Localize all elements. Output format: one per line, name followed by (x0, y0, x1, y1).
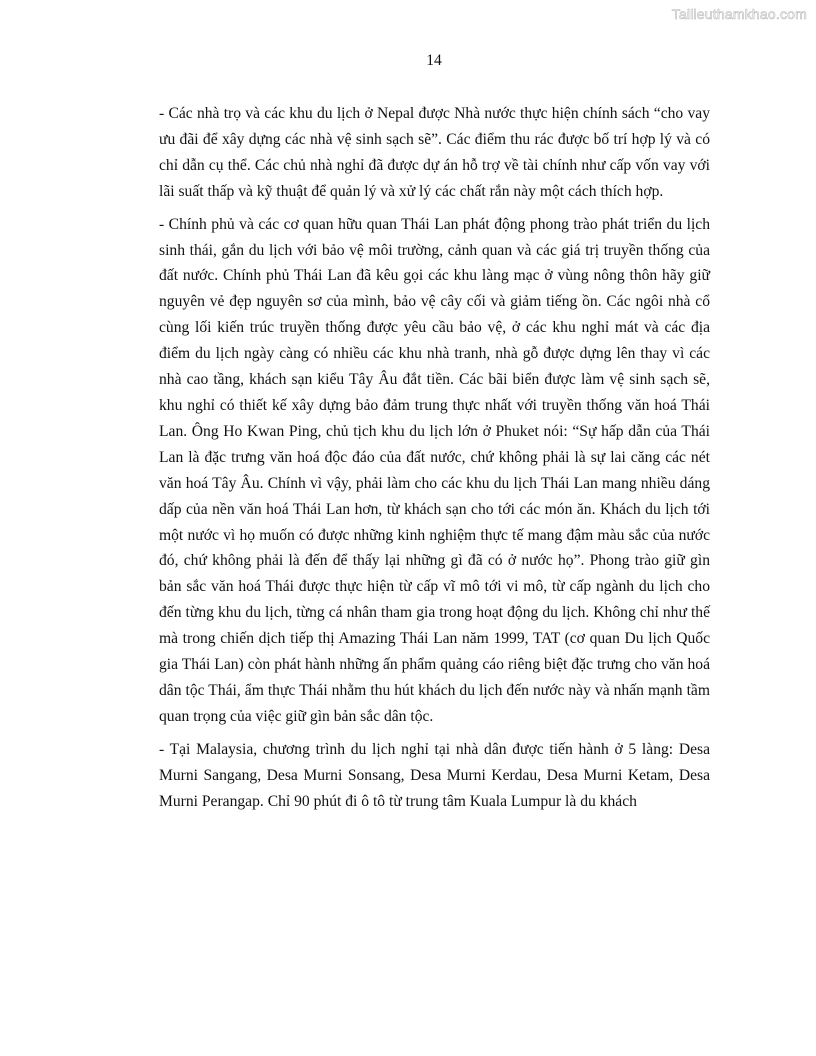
watermark: Tailieuthamkhao.com (671, 6, 807, 22)
paragraph-thailand: - Chính phủ và các cơ quan hữu quan Thái Lan phát động phong trào phát triển du lịch sinh thái, gắn du lịch với bảo vệ môi trường, cảnh quan và các giá trị truyền thống của đất nước. Chính phủ Thái Lan đã kêu gọi các khu làng mạc ở vùng nông thôn hãy giữ nguyên vẻ đẹp nguyên sơ của mình, bảo vệ cây cối và giảm tiếng ồn. Các ngôi nhà cổ cùng lối kiến trúc truyền thống được yêu cầu bảo vệ, ở các khu nghỉ mát và các địa điểm du lịch ngày càng có nhiều các khu nhà tranh, nhà gỗ được dựng lên thay vì các nhà cao tầng, khách sạn kiểu Tây Âu đắt tiền. Các bãi biển được làm vệ sinh sạch sẽ, khu nghỉ có thiết kế xây dựng bảo đảm trung thực nhất với truyền thống văn hoá Thái Lan. Ông Ho Kwan Ping, chủ tịch khu du lịch lớn ở Phuket nói: “Sự hấp dẫn của Thái Lan là đặc trưng văn hoá độc đáo của đất nước, chứ không phải là sự lai căng các nét văn hoá Tây Âu. Chính vì vậy, phải làm cho các khu du lịch Thái Lan mang nhiều dáng dấp của nền văn hoá Thái Lan hơn, từ khách sạn cho tới các món ăn. Khách du lịch tới một nước vì họ muốn có được những kinh nghiệm thực tế mang đậm màu sắc của nước đó, chứ không phải là đến để thấy lại những gì đã có ở nước họ”. Phong trào giữ gìn bản sắc văn hoá Thái được thực hiện từ cấp vĩ mô tới vi mô, từ cấp ngành du lịch cho đến từng khu du lịch, từng cá nhân tham gia trong hoạt động du lịch. Không chỉ như thế mà trong chiến dịch tiếp thị Amazing Thái Lan năm 1999, TAT (cơ quan Du lịch Quốc gia Thái Lan) còn phát hành những ấn phẩm quảng cáo riêng biệt đặc trưng cho văn hoá dân tộc Thái, ẩm thực Thái nhằm thu hút khách du lịch đến nước này và nhấn mạnh tầm quan trọng của việc giữ gìn bản sắc dân tộc. (159, 215, 710, 725)
paragraph-nepal: - Các nhà trọ và các khu du lịch ở Nepal được Nhà nước thực hiện chính sách “cho vay ưu đãi để xây dựng các nhà vệ sinh sạch sẽ”. Các điểm thu rác được bố trí hợp lý và có chỉ dẫn cụ thể. Các chủ nhà nghỉ đã được dự án hỗ trợ về tài chính như cấp vốn vay với lãi suất thấp và kỹ thuật để quản lý và xử lý các chất rắn này một cách thích hợp. (159, 105, 710, 200)
paragraph-malaysia: - Tại Malaysia, chương trình du lịch nghỉ tại nhà dân được tiến hành ở 5 làng: Desa Murni Sangang, Desa Murni Sonsang, Desa Murni Kerdau, Desa Murni Ketam, Desa Murni Perangap. Chỉ 90 phút đi ô tô từ trung tâm Kuala Lumpur là du khách (159, 740, 710, 810)
document-body (159, 101, 710, 821)
page-number: 14 (426, 52, 442, 69)
